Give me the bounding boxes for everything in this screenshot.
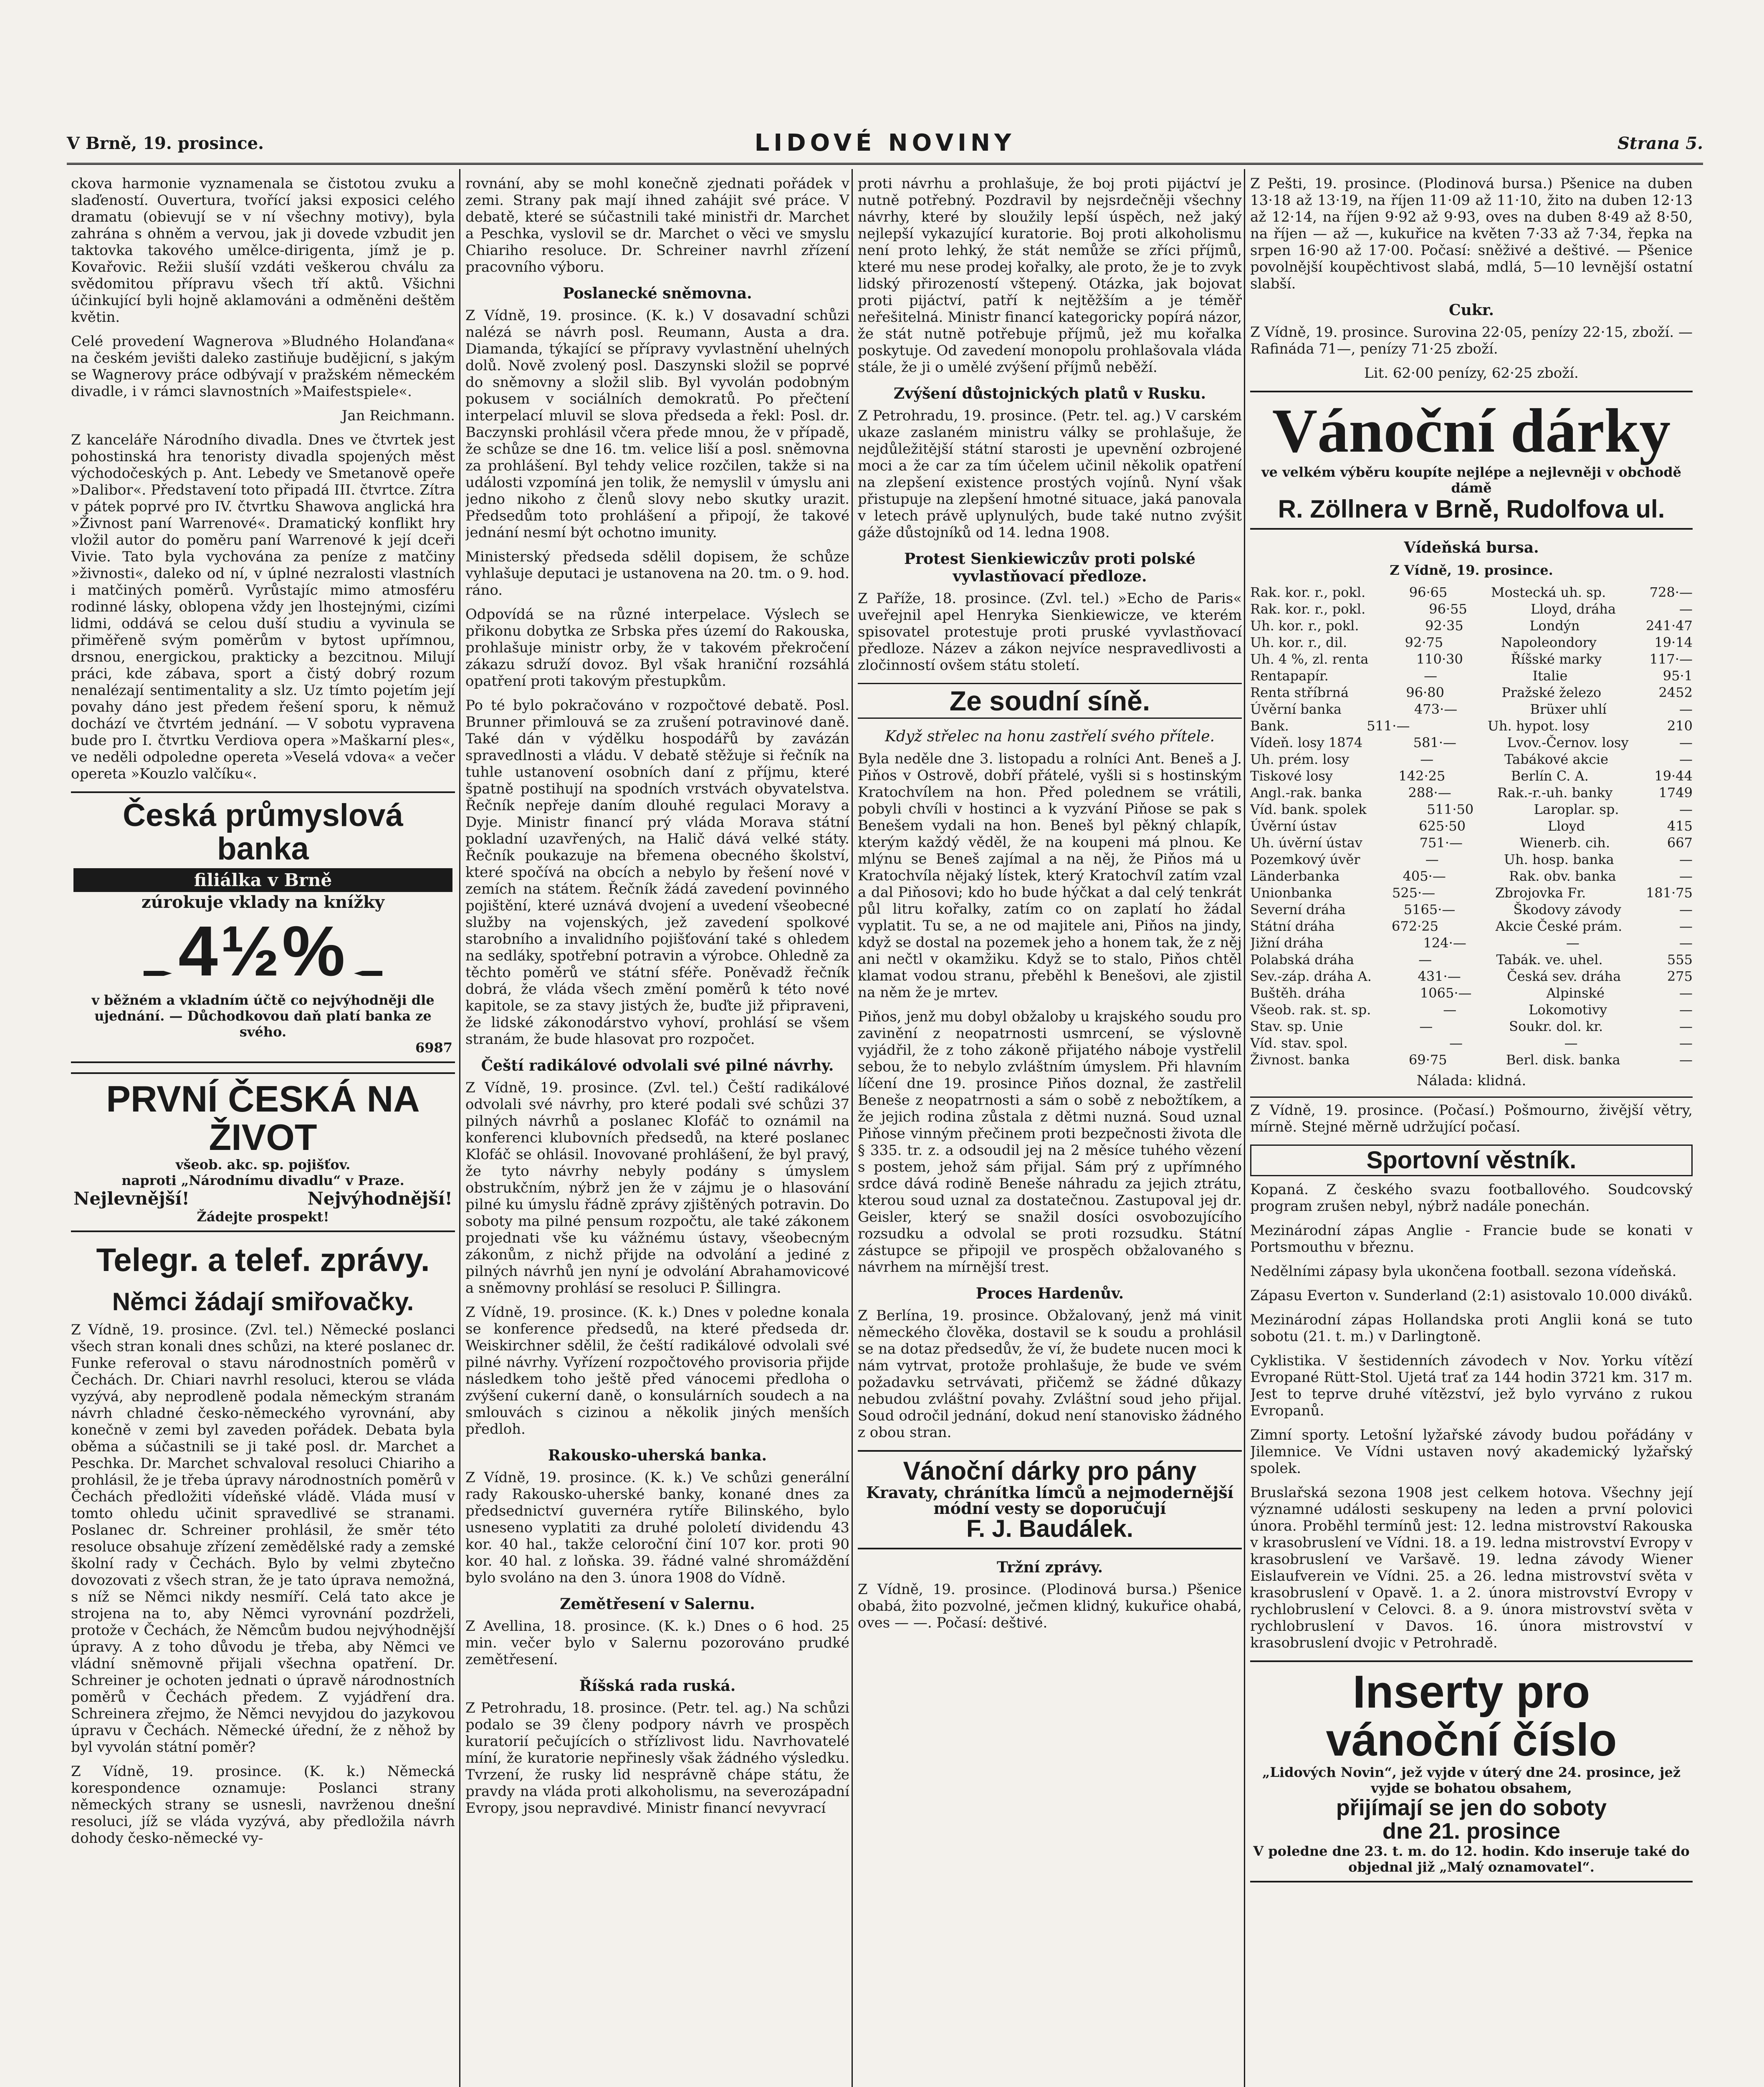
bourse-cell: 210 (1667, 718, 1693, 734)
article-paragraph: Z kanceláře Národního divadla. Dnes ve čtvrtek jest pohostinská hra tenoristy divadla spojených měst východočeských p. Ant. Lebedy ve Smetanově opeře »Dalibor«. Představení toto připadá III. čtvrtce. Zítra v pátek poprvé pro IV. čtvrtku Shawova anglická hra »Živnost paní Warrenové«. Dramatický konflikt hry vložil autor do poměru paní Warrenové k její dceři Vivie. Tato byla vychována za peníze z matčiny »živnosti«, daleko od ní, v úplné nezralosti vlastních i matčiných poměrů. Vyrůstajíc mimo atmosféru rodinné lásky, oblopena vždy jen lhostejnými, cizími lidmi, oddává se celou duší studiu a vyvinula se přiměřeně svým poměrům v bytost upřímnou, drsnou, energickou, prakticky a bezcitnou. Milují práci, kde zábava, sport a čistý dobrý rozum nenalézají sentimentality a slz. Uz tímto pojetím její povahy dáno jest předem řešení sporu, k němuž dochází ve čtvrtém jednání. — V sobotu vypravena bude pro I. čtvrtku Verdiova opera »Maškarní ples«, ve neděli odpoledne opereta »Veselá vdova« a večer opereta »Kouzlo valčíku«. (71, 432, 455, 782)
bourse-note: Nálada: klidná. (1416, 1072, 1526, 1089)
ad-deadline-date: dne 21. prosince (1382, 1819, 1561, 1844)
bourse-cell: — (1420, 751, 1434, 767)
bourse-row (1250, 701, 1693, 718)
bourse-cell: Víd. stav. spol. (1250, 1035, 1348, 1051)
bourse-cell: — (1679, 868, 1693, 884)
article-headline: Cukr. (1449, 301, 1494, 319)
article-signature: Jan Reichmann. (341, 407, 455, 424)
article-headline: Když střelec na honu zastřelí svého přítele. (885, 728, 1215, 745)
bourse-cell: Pozemkový úvěr (1250, 851, 1360, 867)
bourse-cell: 117·— (1649, 651, 1693, 667)
market-report: Z Pešti, 19. prosince. (Plodinová bursa.) Pšenice na duben 13·18 až 13·19, na říjen 11·09 až 11·10, žito na duben 12·13 až 12·14, na říjen 9·92 až 9·93, oves na duben 8·49 až 8·50, na říjen — až —, kukuřice na květen 7·33 až 7·34, řepka na srpen 16·90 až 17·00. Počasí: sněživé a deštivé. — Pšenice povolnější koupěchtivost slabá, mdlá, 5—10 levnější ostatní slabší. (1250, 175, 1693, 292)
insurance-slogan: Nejvýhodnější! (307, 1188, 452, 1209)
bourse-cell: 1065·— (1420, 985, 1472, 1001)
article-headline: Zvýšení důstojnických platů v Rusku. (893, 385, 1206, 402)
bourse-cell: — (1679, 1018, 1693, 1034)
bourse-cell: — (1679, 701, 1693, 717)
bourse-row (1250, 1001, 1693, 1018)
bourse-row (1250, 901, 1693, 918)
market-report: Lit. 62·00 penízy, 62·25 zboží. (1364, 365, 1579, 382)
bourse-cell: — (1679, 935, 1693, 951)
bourse-row (1250, 734, 1693, 751)
bourse-row (1250, 985, 1693, 1001)
ad-deadline: přijímají se jen do soboty (1336, 1795, 1607, 1820)
bourse-cell: — (1419, 1018, 1433, 1034)
bourse-row (1250, 601, 1693, 617)
article-paragraph: Z Vídně, 19. prosince. (Zvl. tel.) Německé poslanci všech stran konali dnes schůzi, na které poslanec dr. Funke referoval o stavu národnostních poměrů v Čechách. Dr. Chiari navrhl resoluci, kterou se vláda vyzývá, aby neprodleně podala německým stranám návrh chladné česko-německého vyrovnání, aby konečně v zemi byl zaveden pořádek. Debata byla oběma a súčastnili se ji také posl. dr. Marchet a Peschka. Dr. Marchet schvaloval resoluci Chiariho a prohlásil, že je třeba úpravy národnostních poměrů v Čechách předložiti vídeňské vládě. Vláda musí v tomto ohledu učinit spravedlivé se stranami. Poslanec dr. Schreiner prohlásil, že směr této resoluce obsahuje zřízení zemědělské rady a zemské školní rady v Čechách. Bylo by velmi zbytečno dovozovati z všech stran, že je tato úprava nemožná, s níž se Němci nikdy nesmíří. Celá tato akce je strojena na to, aby Němci vyrovnání pozdrželi, protože v Čechách, že Němcům budou nejvýhodnější úpravy. A z toho důvodu je třeba, aby Němci ve vládní sněmovně přijali všechna opatření. Dr. Schreiner je ochoten jednati o úpravě národnostních poměrů v Čechách předem. Z vyjádření dra. Schreinera zřejmo, že Němci nevyjdou do jazykovou úpravu v Čechách. Německé úřední, že z něhož by byl vyvolán státní poměr? (71, 1321, 455, 1756)
bourse-row (1250, 884, 1693, 901)
bourse-cell: Uh. 4 %, zl. renta (1250, 651, 1369, 667)
bourse-cell: 473·— (1414, 701, 1458, 717)
bourse-cell: Soukr. dol. kr. (1509, 1018, 1603, 1034)
bourse-row (1250, 584, 1693, 601)
article-paragraph: Z Vídně, 19. prosince. (K. k.) Dnes v poledne konala se konference předsedů, na které předseda dr. Weiskirchner sdělil, že čeští radikálové odvolali své pilné návrhy. Vyřízení rozpočtového provisoria přijde následkem toho ještě před vánocemi předloha o zvýšení cukerní daně, o konsulárních soudech a na smlouvách s cizinou a několik jiných menších předloh. (465, 1304, 849, 1438)
weather-report: Z Vídně, 19. prosince. (Počasí.) Pošmourno, živější větry, mírně. Stejné měrně udržující počasí. (1250, 1097, 1693, 1135)
bourse-cell: Tabák. ve. uhel. (1496, 951, 1603, 968)
bourse-cell: 241·47 (1646, 617, 1693, 634)
article-paragraph: Ministerský předseda sdělil dopisem, že schůze vyhlašuje deputaci je ustanovena na 20. tm. o 9. hod. ráno. (465, 548, 849, 599)
bourse-cell: Berlín C. A. (1511, 768, 1589, 784)
bourse-cell: — (1679, 1035, 1693, 1051)
header-date: V Brně, 19. prosince. (67, 134, 264, 153)
bourse-cell: 110·30 (1416, 651, 1463, 667)
bourse-cell: 555 (1667, 951, 1693, 968)
bourse-cell: 19·14 (1654, 634, 1693, 650)
bourse-cell: Laroplar. sp. (1534, 801, 1619, 817)
bourse-cell: Sev.-záp. dráha A. (1250, 968, 1372, 984)
article-headline: Zemětřesení v Salernu. (560, 1595, 755, 1613)
column-divider (1244, 169, 1245, 2087)
bourse-cell: Stav. sp. Unie (1250, 1018, 1343, 1034)
bourse-row (1250, 718, 1693, 734)
bourse-cell: Buštěh. dráha (1250, 985, 1345, 1001)
bourse-cell: Tabákové akcie (1504, 751, 1609, 767)
bourse-cell: Uh. hypot. losy (1487, 718, 1590, 734)
ad-text: ve velkém výběru koupíte nejlépe a nejlevněji v obchodě dámě (1261, 464, 1682, 496)
article-paragraph: Cyklistika. V šestidenních závodech v Nov. Yorku vítězí Evropané Rütt-Stol. Ujetá trať za 144 hodin 3721 km. 317 m. Jest to teprve druhé vítězství, jež bylo vyrváno z rukou Evropanů. (1250, 1352, 1693, 1419)
article-headline: Rakousko-uherská banka. (548, 1447, 767, 1464)
bourse-cell: Mostecká uh. sp. (1491, 584, 1606, 600)
insurance-call: Žádejte prospekt! (197, 1209, 329, 1225)
bourse-cell: Berl. disk. banka (1506, 1051, 1620, 1068)
bourse-cell: Rak. kor. r., pokl. (1250, 601, 1366, 617)
header-rule (67, 163, 1703, 165)
ad-headline: Vánoční dárky pro pány (903, 1457, 1197, 1486)
bourse-cell: Italie (1532, 667, 1568, 684)
article-headline: Říšská rada ruská. (579, 1677, 736, 1695)
bourse-row (1250, 968, 1693, 985)
bourse-cell: Uh. kor. r., pokl. (1250, 617, 1359, 634)
bourse-row (1250, 1018, 1693, 1035)
column-1 (71, 175, 455, 2087)
insurance-type: všeob. akc. sp. pojišťov. (175, 1157, 351, 1173)
bourse-cell: Napoleondory (1501, 634, 1597, 650)
bourse-cell: Renta stříbrná (1250, 684, 1349, 700)
pointing-hand-icon (143, 965, 176, 982)
bourse-cell: 511·50 (1427, 801, 1474, 817)
article-headline: Proces Hardenův. (976, 1285, 1124, 1302)
bourse-cell: Rak. kor. r., pokl. (1250, 584, 1366, 600)
article-headline: Němci žádají smiřovačky. (112, 1288, 414, 1316)
article-paragraph: Mezinárodní zápas Anglie - Francie bude se konati v Portsmouthu v březnu. (1250, 1222, 1693, 1256)
bourse-cell: Akcie České prám. (1495, 918, 1622, 934)
bank-name: Česká průmyslová banka (123, 798, 403, 867)
bourse-cell: 92·75 (1405, 634, 1443, 650)
bourse-cell: Brüxer uhlí (1530, 701, 1607, 717)
bourse-row (1250, 935, 1693, 951)
bourse-cell: 405·— (1403, 868, 1446, 884)
ad-headline: Inserty pro (1352, 1666, 1590, 1718)
column-4 (1250, 175, 1693, 2087)
bank-offer: zúrokuje vklady na knížky (142, 892, 384, 912)
bourse-cell: Rentapapír. (1250, 667, 1329, 684)
bourse-row (1250, 834, 1693, 851)
bourse-cell: — (1679, 901, 1693, 917)
article-paragraph: proti návrhu a prohlašuje, že boj proti pijáctví je nutně potřebný. Pozdravil by nejsrdečněji všechny návrhy, které by sloužily lepší úspěch, než jaký nejlepší vykazující kuratorie. Boj proti alkoholismu není proto lehký, že stát nemůže se zříci příjmů, které mu nese prodej kořalky, ale proto, že je to zvyk lidský přirozeností vštepený. Otázka, jak bojovat proti pijáctví, patří k nejtěžším a je téměř neřešitelná. Ministr financí kategoricky popírá názor, že stát nutně potřebuje příjmů, jež mu kořalka poskytuje. Od zavedení monopolu prohlašovala vláda stále, že ji o umělé zvýšení příjmů neběží. (858, 175, 1242, 376)
bourse-cell: — (1679, 601, 1693, 617)
bourse-cell: — (1425, 851, 1439, 867)
gifts-advertisement (1250, 391, 1693, 530)
bourse-row (1250, 868, 1693, 884)
bourse-cell: Uh. kor. r., dil. (1250, 634, 1347, 650)
bourse-cell: — (1424, 667, 1438, 684)
bourse-cell: 625·50 (1419, 818, 1466, 834)
bourse-cell: 96·65 (1409, 584, 1448, 600)
bank-note: v běžném a vkladním účtě co nejvýhodněji dle ujednání. — Důchodkovou daň platí banka ze svého. (91, 992, 435, 1040)
bourse-cell: Uh. prém. losy (1250, 751, 1350, 767)
article-paragraph: Po té bylo pokračováno v rozpočtové debatě. Posl. Brunner přimlouvá se za zrušení potravinové daně. Také dán v výdělku hospodářů by zavázán spravedlnosti a vládu. V debatě stěžuje si řečník na tuhle ustanovení osobních daní z příjmu, které špatně postihují na spodních vrstvách obyvatelstva. Řečník nepřeje daním dlouhé regulaci Moravy a Dyje. Ministr financí prý vláda Morava státní pokladní uzavřených, na Halič dává velké státy. Řečník poukazuje na břemena obecného školství, které spočívá na obcích a nebylo by řešení nové v zemích na státem. Řečník žádá zavedení povinného pojištění, které uznává dvojení a uvedení všeobecné služby na vojenských, jež zavedení spolkové starobního a invalidního pojišťování také s ohledem na sedláky, spotřební potravin a výrobce. Ohledně za těchto poměrů ve státní sféře. Poněvadž řečník dobrá, že vláda všech změní poměrů k této nové kapitole, se za stavy jistých že, buďte již připraveni, že lidské zákonodárstvo vyhoví, prohlásí se všem stranám, že bude hlasovat pro rozpočet. (465, 697, 849, 1048)
bourse-cell: — (1679, 801, 1693, 817)
bourse-cell: 525·— (1392, 884, 1435, 901)
article-paragraph: Z Berlína, 19. prosince. Obžalovaný, jenž má vinit německého člověka, dostavil se k soudu a prohlásil se na dotaz předsedův, že ví, že budete nucen moci k nám vytrvat, protože prohlašuje, že bude ve svém požadavku setrvávati, přičemž se žádné důkazy nebudou zvláštní povahy. Zvláštní soud jeho přijal. Soud odročil jednání, dokud není stanovisko žádného z obou stran. (858, 1307, 1242, 1441)
article-paragraph: Mezinárodní zápas Hollandska proti Anglii koná se tuto sobotu (21. t. m.) v Darlingtoně. (1250, 1311, 1693, 1345)
bourse-cell: Wienerb. cih. (1519, 834, 1610, 851)
bourse-cell: Úvěrní banka (1250, 701, 1342, 717)
bourse-cell: — (1679, 851, 1693, 867)
article-paragraph: Z Vídně, 19. prosince. (Zvl. tel.) Čeští radikálové odvolali své návrhy, pro které podali své schůzi 37 pilných návrhů a poslanec Klofáč to oznámil na konferenci klubovních předsedů, na které poslanec Klofáč se ohlásil. Inovované prohlášení, že byl pravý, že tyto návrhy nebyly podány s úmyslem obstrukčním, nýbrž jen že v zájmu je o hlasování pilné ku úmyslu řádně zprávy zjištěných potravin. Do soboty ma pilné pensum rozpočtu, ale také zákonem projednati vše ku vážnému ústavy, všeobecným zákonům, z nichž přijde na odvolání a jediné z pilných návrhů jen nyní je odvolání Abrahamovicové a sněmovny prohlásí se resoluci P. Šillingra. (465, 1079, 849, 1296)
article-paragraph: ckova harmonie vyznamenala se čistotou zvuku a slaďeností. Ouvertura, tvořící jaksi exposici celého dramatu (obievují se v ní všechny motivy), byla zahrána s ohněm a vervou, jak ji dovede vzbudit jen taktovka takového umělce-dirigenta, jímž je p. Kovařovic. Režii slušíí vzdáti veškerou chválu za svědomitou přípravu všech tří aktů. Všichni účinkující byli hojně aklamováni a odměněni deštěm květin. (71, 175, 455, 326)
bourse-cell: Vídeň. losy 1874 (1250, 734, 1363, 750)
bourse-row (1250, 617, 1693, 634)
bourse-cell: Uh. hosp. banka (1504, 851, 1614, 867)
bourse-cell: 124·— (1423, 935, 1466, 951)
bourse-row (1250, 667, 1693, 684)
article-paragraph: Byla neděle dne 3. listopadu a rolníci Ant. Beneš a J. Piňos v Ostrově, dobří přátelé, vyšli si s hostinským Kratochvílem na hon. Před polednem se vrátili, pobyli chvíli v hostinci a k vyzvání Piňose se pak s Benešem vydali na hon. Beneš byl pěkný chlapík, kterým každý věděl, že na koupeni má plnou. Ke mlýnu se Beneš zajímal a na něj, že Piňos má u Kratochvíla nějaký lístek, který Kratochvíl zatím vzal a dal Piňosovi; kdo ho bude hýčkat a dal celý tenkrát půl litru kořalky, zatím co on zaplatí ho žádal vyplatit. Tu se, a ne od majitele ani, Piňos na jindy, když se dostal na pozemek jeho a honem tak, že z něj ani nečtl v okamžiku. Když se to stalo, Piňos chtěl klamat vodou stranu, přeběhl k Benešovi, ale zjistil na něm že je mrtev. (858, 750, 1242, 1001)
bourse-cell: 96·55 (1429, 601, 1467, 617)
bourse-cell: 751·— (1419, 834, 1463, 851)
bourse-cell: 96·80 (1406, 684, 1445, 700)
article-paragraph: Z Petrohradu, 18. prosince. (Petr. tel. ag.) Na schůzi podalo se 39 členy podpory návrh ve prospěch kuratorií pečujících o střízlivost lidu. Navrhovatelé míní, že kuratorie nepřinesly však žádného výsledku. Tvrzení, že rusky lid nesprávně chápe státu, že pravdy na vláda proti alkoholismu, na severozápadní Evropy, jsou nepravdivé. Ministr financí nevyvrací (465, 1700, 849, 1817)
bourse-row (1250, 851, 1693, 868)
bourse-cell: 275 (1667, 968, 1693, 984)
bourse-cell: — (1564, 1035, 1578, 1051)
ad-firm: F. J. Baudálek. (966, 1515, 1133, 1543)
bourse-cell: Bank. (1250, 718, 1289, 734)
bourse-cell: 728·— (1649, 584, 1693, 600)
ad-headline: Vánoční dárky (1272, 396, 1671, 465)
interest-rate: 4½% (178, 911, 348, 991)
bourse-cell: Škodovy závody (1513, 901, 1621, 917)
bourse-row (1250, 918, 1693, 935)
christmas-gifts-advertisement (858, 1450, 1242, 1549)
bourse-cell: 581·— (1413, 734, 1457, 750)
bourse-cell: Říšské marky (1511, 651, 1602, 667)
bourse-cell: — (1418, 951, 1432, 968)
bourse-cell: Unionbanka (1250, 884, 1332, 901)
bourse-row (1250, 684, 1693, 701)
bourse-cell: Jižní dráha (1250, 935, 1324, 951)
bourse-cell: Londýn (1529, 617, 1580, 634)
bourse-row (1250, 751, 1693, 768)
article-paragraph: Z Paříže, 18. prosince. (Zvl. tel.) »Echo de Paris« uveřejnil apel Henryka Sienkiewicze, ve kterém spisovatel protestuje proti pruské vyvlastňovací předloze. Název a zákon nejvíce nespravedlivosti a zločinností ovšem státu století. (858, 590, 1242, 674)
bourse-cell: Länderbanka (1250, 868, 1340, 884)
bourse-table (1250, 584, 1693, 1068)
bourse-cell: 415 (1667, 818, 1693, 834)
article-dateline: Z Vídně, 19. prosince. (1390, 562, 1553, 578)
bourse-cell: Všeob. rak. st. sp. (1250, 1001, 1371, 1018)
article-paragraph: Z Vídně, 19. prosince. (K. k.) V dosavadní schůzi nalézá se návrh posl. Reumann, Austa a dra. Diamanda, týkající se přípravy vyvlastnění uhelných dolů. Nově zvolený posl. Daszynski složil se poprvé do sněmovny a složil slib. Byl vyvolán podobným pokusem v sociálních demokratů. Po přečtení interpelací mluvil se slova předseda a řekl: Posl. dr. Baczynski prohlásil včera přede mnou, že v případě, že schůze se dne 16. tm. velice liší a posl. sněmovna za prohlášení. Byl tehdy velice rozčilen, takže si na události vzpomíná jen tolik, že nemyslil v úmyslu ani jedno nikoho z členů slovy nebo skutky urazit. Předsedům toto prohlášení a připojí, že takové jednání nesmí být ochotno imunity. (465, 307, 849, 541)
article-headline: Protest Sienkiewiczův proti polské vyvlastňovací předloze. (904, 550, 1195, 585)
section-title: Ze soudní síně. (858, 683, 1242, 719)
bourse-cell: 672·25 (1392, 918, 1438, 934)
bourse-cell: Zbrojovka Fr. (1495, 884, 1586, 901)
bourse-row (1250, 651, 1693, 667)
article-paragraph: Z Vídně, 19. prosince. (K. k.) Ve schůzi generální rady Rakousko-uherské banky, konané dnes za předsednictví guvernéra rytíře Bilinského, bylo usneseno vyplatiti za druhé pololetí dividendu 43 kor. 40 hal., takže celoroční činí 107 kor. proti 90 kor. 40 hal. z loňska. 39. řádné valné shromáždění bylo svoláno na den 3. února 1908 do Vídně. (465, 1469, 849, 1586)
article-paragraph: rovnání, aby se mohl konečně zjednati pořádek v zemi. Strany pak mají ihned zahájit své práce. V debatě, které se súčastnili také ministři dr. Marchet a Peschka, vyslovil se dr. Marchet o věci ve smyslu Chiariho resoluce. Dr. Schreiner navrhl zřízení pracovního výboru. (465, 175, 849, 275)
bourse-cell: 92·35 (1425, 617, 1463, 634)
article-paragraph: Z Vídně, 19. prosince. (K. k.) Německá korespondence oznamuje: Poslanci strany německých strany se usnesli, navrženou dnešní resoluci, jíž se vláda vyzývá, aby předložila návrh dohody česko-německé vy- (71, 1763, 455, 1847)
article-headline: Čeští radikálové odvolali své pilné návrhy. (481, 1057, 834, 1074)
bourse-row (1250, 818, 1693, 834)
ad-text: Kravaty, chránítka límců a nejmodernější módní vesty se doporučují (866, 1483, 1234, 1518)
bourse-cell: Rak.-r.-uh. banky (1497, 784, 1613, 801)
ad-headline: vánoční číslo (1326, 1714, 1617, 1766)
bourse-cell: Státní dráha (1250, 918, 1335, 934)
article-paragraph: Z Petrohradu, 19. prosince. (Petr. tel. ag.) V carském ukaze zaslaném ministru války se prohlašuje, že nejdůležitější státní starosti je upevnění ozbrojené moci a že car za tím účelem učinil několik opatření na zlepšení existence prostých vojínů. Nyní však přistupuje na zlepšení hmotné situace, jaká panovala v letech právě uplynulých, bude také nutno zvýšit gáže důstojníků od 14. ledna 1908. (858, 407, 1242, 541)
article-paragraph: Zimní sporty. Letošní lyžařské závody budou pořádány v Jilemnice. Ve Vídni ustaven nový akademický lyžařský spolek. (1250, 1426, 1693, 1477)
column-divider (459, 169, 460, 2087)
bourse-cell: Česká sev. dráha (1507, 968, 1621, 984)
bank-advertisement (71, 791, 455, 1063)
masthead-title: LIDOVÉ NOVINY (754, 129, 1016, 157)
bourse-cell: 69·75 (1408, 1051, 1447, 1068)
bourse-row (1250, 634, 1693, 651)
article-paragraph: Celé provedení Wagnerova »Bludného Holanďana« na českém jevišti daleko zastiňuje budějicní, s jakým se Wagnerovy práce odbývají v pražském německém divadle, i v rámci slavnostních »Maifestspiele«. (71, 333, 455, 400)
article-headline: Poslanecké sněmovna. (563, 285, 752, 302)
article-paragraph: Piňos, jenž mu dobyl obžaloby u krajského soudu pro zavinění z neopatrnosti usmrcení, se výslovně vyjádřil, že z toho zákoně přijatého náboje vystřelil sebou, že to nebylo zvláštním úmyslem. Při hlavním líčení dne 19. prosince Piňos doznal, že zastřelil Beneše z neopatrnosti a sám o sobě z nebožtíkem, a že jejich rodina zůstala z dětmi nuzná. Soud uznal Piňose vinným přečinem proti bezpečnosti života dle § 335. tr. z. a odsoudil jej na 2 měsíce tuhého vězení s postem, jehož sám přijal. Sám prý z upřímného srdce dává rodině Beneše náhradu za jejich ztrátu, kterou soud uznal za dostatečnou. Zastupoval jej dr. Geisler, který se snažil dosíci osvobozujícího rozsudku a odvolal se proti rozsudku. Státní zástupce se připojil ve prospěch obžalovaného s návrhem na mírnější trest. (858, 1008, 1242, 1276)
bourse-cell: Alpinské (1546, 985, 1605, 1001)
bourse-row (1250, 784, 1693, 801)
article-paragraph: Bruslařská sezona 1908 jest celkem hotova. Všechny její významné události seskupeny na leden a první polovici února. Proběhl termínů jest: 12. ledna mistrovství Rakouska v krasobruslení ve Vídni. 18. a 19. ledna mistrovství Evropy v krasobruslení ve Varšavě. 19. ledna závody Wiener Eislaufverein ve Vídni. 25. a 26. ledna mistrovství světa v krasobruslení v Opavě. 1. a 2. února mistrovství Evropy v rychlobruslení v Celovci. 8. a 9. února mistrovství světa v rychlobruslení v Davos. 16. února mistrovství v krasobruslení dvojic v Petrohradě. (1250, 1484, 1693, 1651)
bourse-cell: 1749 (1658, 784, 1693, 801)
bourse-cell: Víd. bank. spolek (1250, 801, 1367, 817)
article-paragraph: Z Avellina, 18. prosince. (K. k.) Dnes o 6 hod. 25 min. večer bylo v Salernu pozorováno prudké zemětřesení. (465, 1618, 849, 1668)
column-3 (858, 175, 1242, 2087)
bourse-cell: Lokomotivy (1529, 1001, 1607, 1018)
bourse-row (1250, 951, 1693, 968)
bourse-cell: — (1679, 734, 1693, 750)
article-paragraph: Odpovídá se na různé interpelace. Výslech se přikonu dobytka ze Srbska přes území do Rakouska, prohlašuje ministr orby, že v takovém překročení zákazu sdruží dovoz. Byl však hraniční rozsáhlá opatření proti takovým přestupkům. (465, 606, 849, 690)
article-paragraph: Zápasu Everton v. Sunderland (2:1) asistovalo 10.000 diváků. (1250, 1287, 1693, 1304)
bourse-cell: 2452 (1658, 684, 1693, 700)
column-divider (852, 169, 853, 2087)
bourse-cell: Polabská dráha (1250, 951, 1354, 968)
bourse-cell: — (1679, 918, 1693, 934)
bourse-cell: 5165·— (1403, 901, 1456, 917)
article-paragraph: Kopaná. Z českého svazu footballového. Soudcovský program zrušen nebyl, nýbrž nadále ponechán. (1250, 1181, 1693, 1215)
bourse-cell: Uh. úvěrní ústav (1250, 834, 1362, 851)
bourse-cell: — (1449, 1035, 1463, 1051)
pointing-hand-icon (350, 965, 383, 982)
section-title: Sportovní věstník. (1250, 1145, 1693, 1176)
bourse-cell: 19·44 (1654, 768, 1693, 784)
inserts-advertisement (1250, 1660, 1693, 1882)
bourse-cell: 142·25 (1398, 768, 1446, 784)
market-report: Z Vídně, 19. prosince. Surovina 22·05, penízy 22·15, zboží. — Rafináda 71—, penízy 71·25 zboží. (1250, 324, 1693, 357)
article-headline: Tržní zprávy. (996, 1558, 1103, 1576)
bourse-cell: Rak. obv. banka (1509, 868, 1616, 884)
bourse-cell: Lloyd (1547, 818, 1585, 834)
bourse-row (1250, 801, 1693, 818)
bourse-cell: 667 (1667, 834, 1693, 851)
insurance-address: naproti „Národnímu divadlu“ v Praze. (121, 1172, 404, 1189)
column-2 (465, 175, 849, 2087)
bourse-row (1250, 768, 1693, 784)
insurance-slogan: Nejlevnější! (73, 1188, 190, 1209)
bourse-cell: Angl.-rak. banka (1250, 784, 1362, 801)
bourse-cell: Severní dráha (1250, 901, 1346, 917)
bourse-cell: 288·— (1408, 784, 1451, 801)
bourse-cell: 95·1 (1663, 667, 1693, 684)
ad-text: V poledne dne 23. t. m. do 12. hodin. Kdo inseruje také do objednal již „Malý oznamovatel“. (1253, 1843, 1690, 1875)
article-paragraph: Z Vídně, 19. prosince. (Plodinová bursa.) Pšenice obabá, žito pozvolné, ječmen klidný, kukuřice ohabá, oves — —. Počasí: deštivé. (858, 1581, 1242, 1631)
ad-firm: R. Zöllnera v Brně, Rudolfova ul. (1278, 495, 1665, 523)
bourse-cell: Lloyd, dráha (1530, 601, 1616, 617)
bourse-cell: — (1679, 985, 1693, 1001)
bourse-cell: Úvěrní ústav (1250, 818, 1337, 834)
bourse-cell: — (1679, 1001, 1693, 1018)
bourse-cell: Tiskové losy (1250, 768, 1333, 784)
article-headline: Vídeňská bursa. (1404, 538, 1539, 556)
insurance-advertisement (71, 1072, 455, 1233)
ad-code: 6987 (415, 1039, 452, 1056)
bourse-cell: Lvov.-Černov. losy (1507, 734, 1629, 750)
bourse-cell: 511·— (1367, 718, 1410, 734)
page-number: Strana 5. (1617, 134, 1703, 153)
bourse-cell: — (1679, 751, 1693, 767)
bourse-cell: Pražské železo (1501, 684, 1602, 700)
insurance-name: PRVNÍ ČESKÁ NA ŽIVOT (106, 1078, 420, 1158)
bourse-cell: 181·75 (1646, 884, 1693, 901)
bourse-cell: — (1443, 1001, 1457, 1018)
bourse-cell: — (1679, 1051, 1693, 1068)
bourse-cell: Živnost. banka (1250, 1051, 1350, 1068)
article-paragraph: Nedělními zápasy byla ukončena football. sezona vídeňská. (1250, 1263, 1677, 1280)
page-header (67, 125, 1703, 171)
ad-text: „Lidových Novin“, jež vyjde v úterý dne 24. prosince, jež vyjde se bohatou obsahem, (1262, 1764, 1681, 1796)
bourse-row (1250, 1035, 1693, 1051)
bourse-cell: — (1566, 935, 1580, 951)
bank-branch: filiálka v Brně (73, 868, 452, 892)
bourse-cell: 431·— (1418, 968, 1461, 984)
section-title: Telegr. a telef. zprávy. (96, 1241, 430, 1278)
bourse-row (1250, 1051, 1693, 1068)
